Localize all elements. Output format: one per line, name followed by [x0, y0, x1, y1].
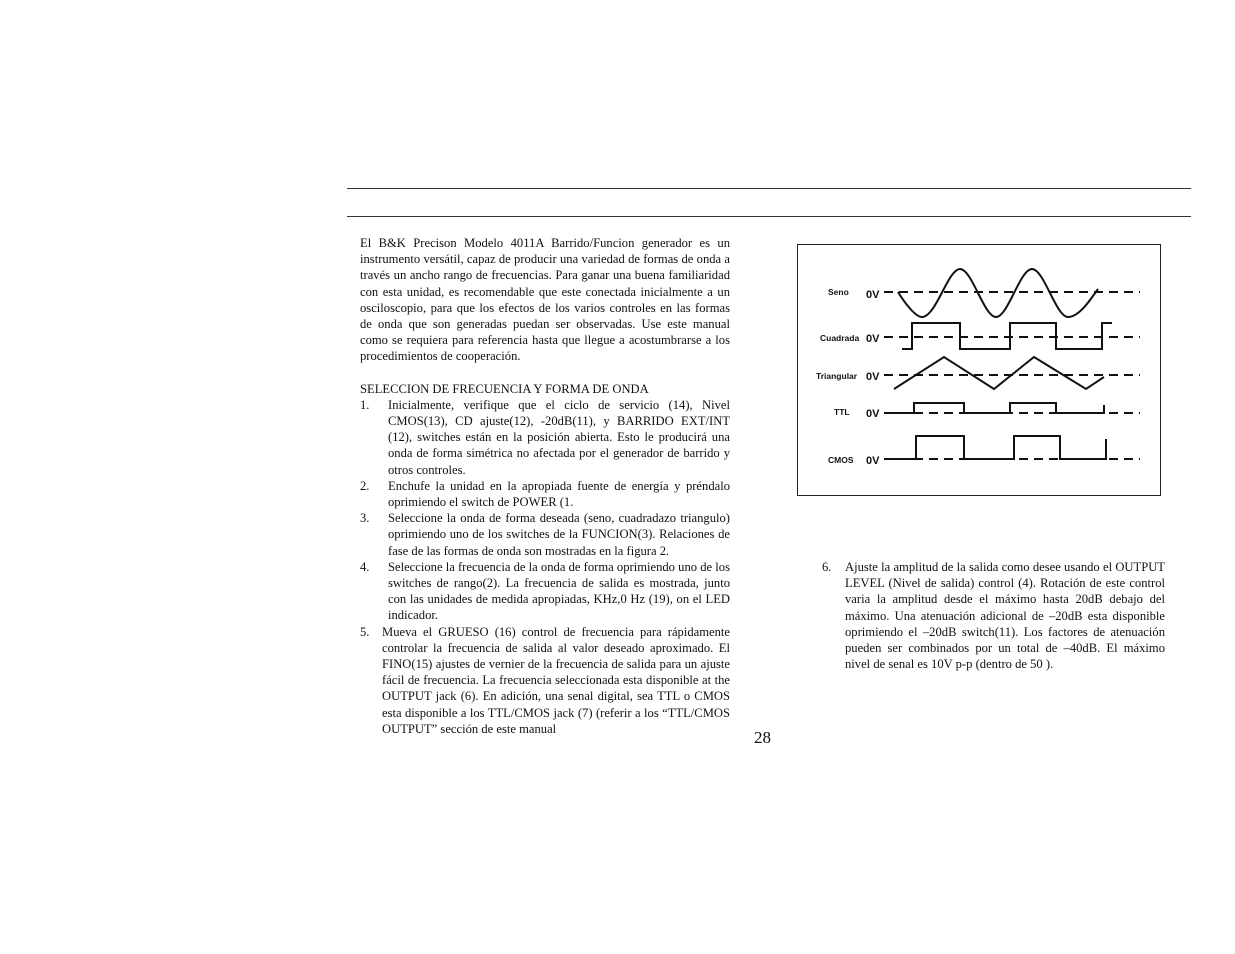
waveform-figure [797, 244, 1161, 496]
wave-label-triangular: Triangular [816, 371, 858, 381]
step-text: Ajuste la amplitud de la salida como desee usando el OUTPUT LEVEL (Nivel de salida) control (4). Rotación de este control varia la amplitud desde el máximo hasta 20dB debajo del máximo. Una atenuación adicional de –20dB esta disponible oprimiendo el –20dB switch(11). Los factores de atenuación pueden ser combinados por un total de –40dB. El máximo nivel de senal es 10V p-p (dentro de 50 ). [845, 560, 1165, 672]
wave-label-cmos: CMOS [828, 455, 854, 465]
step-number: 3. [360, 511, 370, 526]
zero-label-ttl: 0V [866, 408, 880, 420]
list-item [822, 559, 1165, 672]
header-rule-top [347, 188, 1191, 189]
page-number: 28 [754, 728, 771, 747]
cmos-wave [892, 436, 1106, 459]
list-item [360, 397, 730, 478]
zero-label-cmos: 0V [866, 455, 880, 467]
wave-label-seno: Seno [828, 287, 849, 297]
step-text: Mueva el GRUESO (16) control de frecuencia para rápidamente controlar la frecuencia de salida al valor deseado aproximado. El FINO(15) ajustes de vernier de la frecuencia de salida para un ajuste fácil de frecuencia. La frecuencia seleccionada esta disponible at the OUTPUT jack (6). En adición, una senal digital, sea TTL o CMOS esta disponible a los TTL/CMOS jack (7) (referir a los “TTL/CMOS OUTPUT” sección de este manual [382, 624, 730, 736]
step-number: 4. [360, 559, 370, 574]
right-column [822, 559, 1165, 672]
list-item [360, 559, 730, 624]
zero-label-cuadrada: 0V [866, 333, 880, 345]
section-heading: SELECCION DE FRECUENCIA Y FORMA DE ONDA [360, 381, 649, 396]
triangle-wave [894, 357, 1104, 389]
zero-label-seno: 0V [866, 289, 880, 301]
step-number: 5. [360, 624, 370, 639]
list-item [360, 624, 730, 737]
list-item [360, 510, 730, 559]
step-text: Inicialmente, verifique que el ciclo de servicio (14), Nivel CMOS(13), CD ajuste(12), -20dB(11), y BARRIDO EXT/INT (12), switches están en la posición abierta. Esto le producirá una onda de forma simétrica no afectada por el generador de barrido y otros controles. [388, 397, 730, 477]
header-rule-bottom [347, 216, 1191, 217]
ttl-wave [892, 403, 1104, 413]
steps-list [360, 397, 730, 737]
step-number: 1. [360, 397, 370, 412]
step-text: Enchufe la unidad en la apropiada fuente de energía y préndalo oprimiendo el switch de POWER (1. [388, 478, 730, 510]
waveform-diagram [798, 245, 1162, 497]
left-column [360, 235, 730, 737]
zero-label-triangular: 0V [866, 371, 880, 383]
list-item [360, 478, 730, 510]
intro-paragraph: El B&K Precison Modelo 4011A Barrido/Funcion generador es un instrumento versátil, capaz de producir una variedad de formas de onda a través un ancho rango de frecuencias. Para ganar una buena familiaridad con esta unidad, es recomendable que este conectada inicialmente a un osciloscopio, para que los efectos de los varios controles en las formas de onda que son generadas puedan ser observadas. Use este manual como se requiera para referencia hasta que llegue a acostumbrarse a los procedimientos de cooperación. [360, 236, 730, 364]
step-text: Seleccione la frecuencia de la onda de forma oprimiendo uno de los switches de rango(2). La frecuencia de salida es mostrada, junto con las unidades de medida apropiadas, KHz,0 Hz (19), on el LED indicador. [388, 559, 730, 623]
wave-label-ttl: TTL [834, 407, 850, 417]
step-text: Seleccione la onda de forma deseada (seno, cuadradazo triangulo) oprimiendo uno de los switches de la FUNCION(3). Relaciones de fase de las formas de onda son mostradas en la figura 2. [388, 511, 730, 558]
steps-list-continued [822, 559, 1165, 672]
wave-label-cuadrada: Cuadrada [820, 333, 860, 343]
step-number: 6. [822, 560, 832, 574]
step-number: 2. [360, 478, 370, 493]
